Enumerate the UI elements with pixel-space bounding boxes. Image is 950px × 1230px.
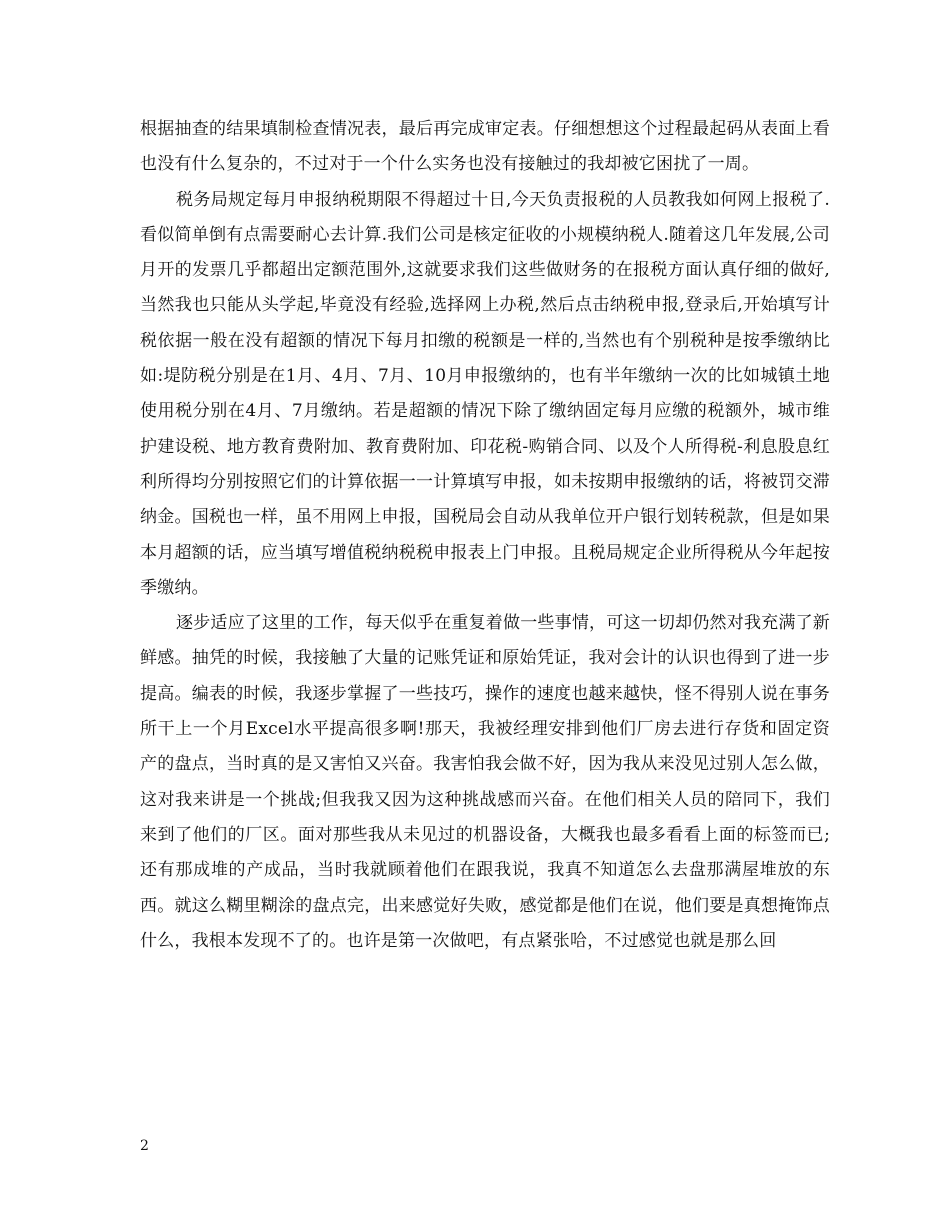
document-body	[140, 112, 830, 959]
paragraph-work-experience: 逐步适应了这里的工作，每天似乎在重复着做一些事情，可这一切却仍然对我充满了新鲜感。抽凭的时候，我接触了大量的记账凭证和原始凭证，我对会计的认识也得到了进一步提高。编表的时候，我逐步掌握了一些技巧，操作的速度也越来越快，怪不得别人说在事务所干上一个月Excel水平提高很多啊!那天，我被经理安排到他们厂房去进行存货和固定资产的盘点，当时真的是又害怕又兴奋。我害怕我会做不好，因为我从来没见过别人怎么做，这对我来讲是一个挑战;但我我又因为这种挑战感而兴奋。在他们相关人员的陪同下，我们来到了他们的厂区。面对那些我从未见过的机器设备，大概我也最多看看上面的标签而已;还有那成堆的产成品，当时我就顾着他们在跟我说，我真不知道怎么去盘那满屋堆放的东西。就这么糊里糊涂的盘点完，出来感觉好失败，感觉都是他们在说，他们要是真想掩饰点什么，我根本发现不了的。也许是第一次做吧，有点紧张哈，不过感觉也就是那么回	[140, 613, 830, 951]
page-number: 2	[140, 1138, 149, 1154]
paragraph-tax-filing: 税务局规定每月申报纳税期限不得超过十日,今天负责报税的人员教我如何网上报税了.看似简单倒有点需要耐心去计算.我们公司是核定征收的小规模纳税人.随着这几年发展,公司月开的发票几乎都超出定额范围外,这就要求我们这些做财务的在报税方面认真仔细的做好,当然我也只能从头学起,毕竟没有经验,选择网上办税,然后点击纳税申报,登录后,开始填写计税依据一般在没有超额的情况下每月扣缴的税额是一样的,当然也有个别税种是按季缴纳比如:堤防税分别是在1月、4月、7月、10月申报缴纳的，也有半年缴纳一次的比如城镇土地使用税分别在4月、7月缴纳。若是超额的情况下除了缴纳固定每月应缴的税额外，城市维护建设税、地方教育费附加、教育费附加、印花税-购销合同、以及个人所得税-利息股息红利所得均分别按照它们的计算依据一一计算填写申报，如未按期申报缴纳的话，将被罚交滞纳金。国税也一样，虽不用网上申报，国税局会自动从我单位开户银行划转税款，但是如果本月超额的话，应当填写增值税纳税税申报表上门申报。且税局规定企业所得税从今年起按季缴纳。	[140, 189, 830, 598]
paragraph-continuation: 根据抽查的结果填制检查情况表，最后再完成审定表。仔细想想这个过程最起码从表面上看也没有什么复杂的，不过对于一个什么实务也没有接触过的我却被它困扰了一周。	[140, 119, 830, 175]
